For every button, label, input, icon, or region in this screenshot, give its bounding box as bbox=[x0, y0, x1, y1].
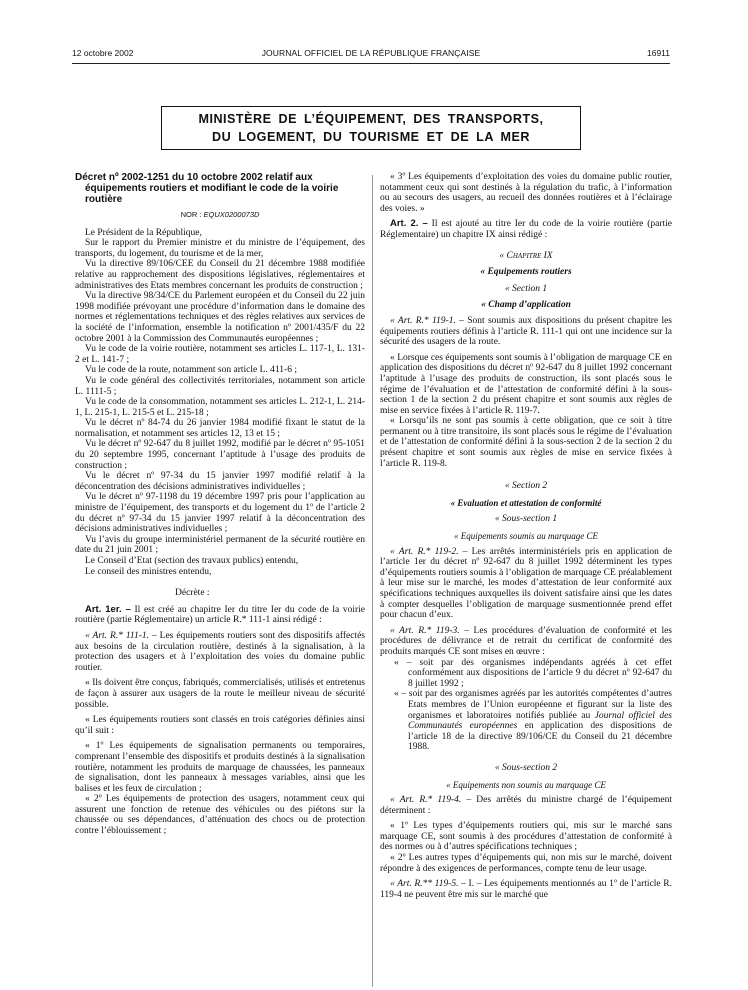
subsection-title: « Equipements non soumis au marquage CE bbox=[446, 779, 606, 790]
left-column bbox=[75, 172, 365, 837]
list-item: « – soit par des organismes indépendants agréés à cet effet conformément aux dispositions de l’article 9 du décret nº 92-647 du 8 juillet 1992 ; bbox=[394, 657, 672, 689]
paragraph: Vu le décret nº 84-74 du 26 janvier 1984 modifié fixant le statut de la normalisation, et notamment ses articles 12, 13 et 15 ; bbox=[75, 418, 365, 439]
article-text: – Les arrêtés interministériels pris en application de l’article 1er du décret nº 92-647 du 8 juillet 1992 déterminent les types d’équipements routiers soumis à l’obligation de marquage CE préalablement à leur mise sur le marché, les modes d’attestation de leur conformité aux spécifications techniques auxquelles ils doivent satisfaire ainsi que les dates à compter desquelles l’obligation de marquage susmentionnée prend effet pour chacun d’eux. bbox=[380, 546, 672, 621]
article-label: « Art. R.* 119-1. bbox=[390, 315, 456, 326]
article-r111-1 bbox=[75, 631, 365, 673]
right-column bbox=[380, 172, 672, 900]
paragraph: « 1º Les équipements de signalisation permanents ou temporaires, comprenant l’ensemble des dispositifs et produits destinés à la signalisation routière, notamment les produits de marquage de chaussées, les panneaux de signalisation, dont les panneaux à messages variables, ainsi que les balises et les feux de circulation ; bbox=[75, 741, 365, 794]
list-item-text: « – soit par des organismes agréés par les autorités compétentes d’autres Etats membres de l’Union européenne et figurant sur la liste des organismes et laboratoires notifiés publiée au bbox=[394, 689, 672, 721]
paragraph: « 1º Les types d’équipements routiers qui, mis sur le marché sans marquage CE, sont soumis à des procédures d’attestation de conformité à des normes ou à d’autres spécifications techniques ; bbox=[380, 821, 672, 853]
article-label: « Art. R.* 119-4. bbox=[390, 795, 462, 806]
paragraph: Vu le code de la voirie routière, notamment ses articles L. 117-1, L. 131-2 et L. 141-7 ; bbox=[75, 344, 365, 365]
article-text: Il est ajouté au titre Ier du code de la voirie routière (partie Réglementaire) un chapitre IX ainsi rédigé : bbox=[380, 219, 673, 240]
paragraph: « 3º Les équipements d’exploitation des voies du domaine public routier, notamment ceux qui sont destinés à la régulation du trafic, à l’information ou au secours des usagers, au recueil des données routières et à l’éclairage des voies. » bbox=[380, 172, 672, 214]
section-heading: « Section 1 bbox=[504, 283, 548, 294]
paragraph: « 2º Les équipements de protection des usagers, notamment ceux qui assurent une fonction de retenue des véhicules ou des piétons sur la chaussée ou ses dépendances, d’atténuation des chocs ou de protection contre l’éblouissement ; bbox=[75, 794, 365, 837]
article-label: Art. 2. – bbox=[390, 218, 428, 230]
list-item-text: en application des dispositions de l’article 18 de la directive 89/106/CE du Conseil du 21 décembre 1988. bbox=[408, 721, 673, 753]
decrete-heading: Décrète : bbox=[175, 588, 210, 599]
article-label: « Art. R.* 119-2. bbox=[390, 546, 459, 557]
ministry-heading bbox=[161, 106, 581, 150]
running-header bbox=[72, 45, 670, 61]
article-label: « Art. R.* 111-1. bbox=[85, 630, 149, 641]
paragraph: Vu le code de la route, notamment son article L. 411-6 ; bbox=[85, 365, 297, 376]
paragraph: Vu le décret nº 97-34 du 15 janvier 1997 modifié relatif à la déconcentration des décisions administratives individuelles ; bbox=[75, 471, 365, 492]
ministry-line-1: MINISTÈRE DE L’ÉQUIPEMENT, DES TRANSPORTS, bbox=[198, 112, 544, 126]
article-text: – Sont soumis aux dispositions du présent chapitre les équipements routiers définis à l’article R. 111-1 qui ont une incidence sur la sécurité des usagers de la route. bbox=[380, 315, 673, 348]
nor-label: NOR : bbox=[180, 210, 202, 219]
paragraph: « Les équipements routiers sont classés en trois catégories définies ainsi qu’il suit : bbox=[75, 715, 365, 736]
section-title: « Evaluation et attestation de conformité bbox=[450, 497, 602, 508]
paragraph: Vu le code général des collectivités territoriales, notamment son article L. 1111-5 ; bbox=[75, 375, 365, 397]
article-label: Art. 1er. – bbox=[85, 603, 131, 615]
article-text: – I. – Les équipements mentionnés au 1º de l’article R. 119-4 ne peuvent être mis sur le marché que bbox=[380, 879, 672, 900]
chapter-title: « Equipements routiers bbox=[480, 267, 572, 278]
article-r119-2 bbox=[380, 547, 672, 621]
paragraph: Le Conseil d’Etat (section des travaux publics) entendu, bbox=[85, 556, 299, 566]
article-text: – Des arrêtés du ministre chargé de l’équipement déterminent : bbox=[380, 795, 673, 816]
paragraph: Vu la directive 89/106/CEE du Conseil du 21 décembre 1988 modifiée relative au rapprochement des dispositions législatives, réglementaires et administratives des Etats membres concernant les produits de construction ; bbox=[75, 259, 365, 291]
article-r119-3 bbox=[380, 626, 672, 658]
paragraph: Vu le décret nº 97-1198 du 19 décembre 1997 pris pour l’application au ministre de l’équipement, des transports et du logement du 1º de l’article 2 du décret nº 97-34 du 15 janvier 1997 relatif à la déconcentration des décisions administratives individuelles ; bbox=[75, 492, 365, 535]
paragraph: « Lorsqu’ils ne sont pas soumis à cette obligation, que ce soit à titre permanent ou à titre transitoire, ils sont placés sous le régime de l’évaluation et de l’attestation de conformité défini à la sous-section 2 de la section 2 du présent chapitre et sont soumis aux règles de mise en service fixées à l’article R. 119-8. bbox=[380, 416, 672, 469]
page-number: 16911 bbox=[646, 48, 670, 58]
journal-reference: Journal officiel des Communautés européennes bbox=[408, 710, 672, 732]
paragraph: Vu le décret nº 92-647 du 8 juillet 1992, modifié par le décret nº 95-1051 du 20 septembre 1995, concernant l’aptitude à l’usage des produits de construction ; bbox=[75, 439, 365, 471]
paragraph: Vu l’avis du groupe interministériel permanent de la sécurité routière en date du 21 juin 2001 ; bbox=[75, 534, 365, 556]
article-text: Il est créé au chapitre Ier du titre Ier du code de la voirie routière (partie Réglementaire) un article R.* 111-1 ainsi rédigé : bbox=[75, 604, 365, 626]
article-text: – Les procédures d’évaluation de conformité et les procédures de délivrance et de retrait du certificat de conformité des produits marqués CE sont mises en œuvre : bbox=[380, 625, 673, 657]
list-item bbox=[380, 689, 672, 753]
article-r119-1 bbox=[380, 316, 672, 348]
subsection-heading: « Sous-section 2 bbox=[494, 762, 558, 773]
article-label: « Art. R.* 119-3. bbox=[390, 625, 460, 636]
paragraph: « Ils doivent être conçus, fabriqués, commercialisés, utilisés et entretenus de façon à assurer aux usagers de la route le meilleur niveau de sécurité possible. bbox=[75, 678, 365, 710]
nor-reference bbox=[75, 210, 365, 221]
paragraph: Vu le code de la consommation, notamment ses articles L. 212-1, L. 214-1, L. 215-1, L. 215-5 et L. 215-18 ; bbox=[75, 397, 365, 418]
ministry-line-2: DU LOGEMENT, DU TOURISME ET DE LA MER bbox=[212, 130, 530, 144]
paragraph: Sur le rapport du Premier ministre et du ministre de l’équipement, des transports, du logement, du tourisme et de la mer, bbox=[75, 238, 365, 259]
article-r119-5 bbox=[380, 879, 672, 900]
article-1 bbox=[75, 605, 365, 626]
article-r119-4 bbox=[380, 795, 672, 816]
column-divider bbox=[372, 175, 373, 987]
section-title: « Champ d’application bbox=[481, 300, 571, 311]
article-label: « Art. R.** 119-5. bbox=[390, 879, 459, 890]
journal-title: JOURNAL OFFICIEL DE LA RÉPUBLIQUE FRANÇAISE bbox=[261, 48, 481, 58]
chapter-heading: « Chapitre IX bbox=[499, 250, 553, 261]
nor-value: EQUX0200073D bbox=[203, 210, 260, 219]
paragraph: Le conseil des ministres entendu, bbox=[85, 566, 212, 577]
paragraph: « Lorsque ces équipements sont soumis à l’obligation de marquage CE en application des dispositions du décret nº 92-647 du 8 juillet 1992 concernant l’aptitude à l’usage des produits de construction, ils sont placés sous le régime de l’évaluation et de l’attestation de conformité défini à la sous-section 1 de la section 2 du présent chapitre et sont soumis aux règles de mise en service fixées à l’article R. 119-7. bbox=[380, 352, 672, 416]
paragraph: Le Président de la République, bbox=[85, 227, 202, 238]
section-heading: « Section 2 bbox=[504, 481, 548, 492]
paragraph: « 2º Les autres types d’équipements qui, non mis sur le marché, doivent répondre à des exigences de performances, compte tenu de leur usage. bbox=[380, 853, 672, 874]
header-rule bbox=[72, 63, 670, 64]
subsection-title: « Equipements soumis au marquage CE bbox=[454, 531, 598, 542]
paragraph: Vu la directive 98/34/CE du Parlement européen et du Conseil du 22 juin 1998 modifiée prévoyant une procédure d’information dans le domaine des normes et réglementations techniques et des règles relatives aux services de la société de l’information, ensemble la notification nº 2001/435/F du 22 octobre 2001 à la Commission des Communautés européennes ; bbox=[75, 291, 365, 344]
issue-date: 12 octobre 2002 bbox=[72, 48, 134, 58]
decree-title: Décret nº 2002-1251 du 10 octobre 2002 relatif aux équipements routiers et modifiant le code de la voirie routière bbox=[75, 172, 339, 205]
article-2 bbox=[380, 219, 672, 240]
article-text: – Les équipements routiers sont des dispositifs affectés aux besoins de la circulation routière, destinés à la signalisation, à la protection des usagers et à l’exploitation des voies du domaine public routier. bbox=[75, 630, 366, 673]
subsection-heading: « Sous-section 1 bbox=[494, 514, 558, 525]
